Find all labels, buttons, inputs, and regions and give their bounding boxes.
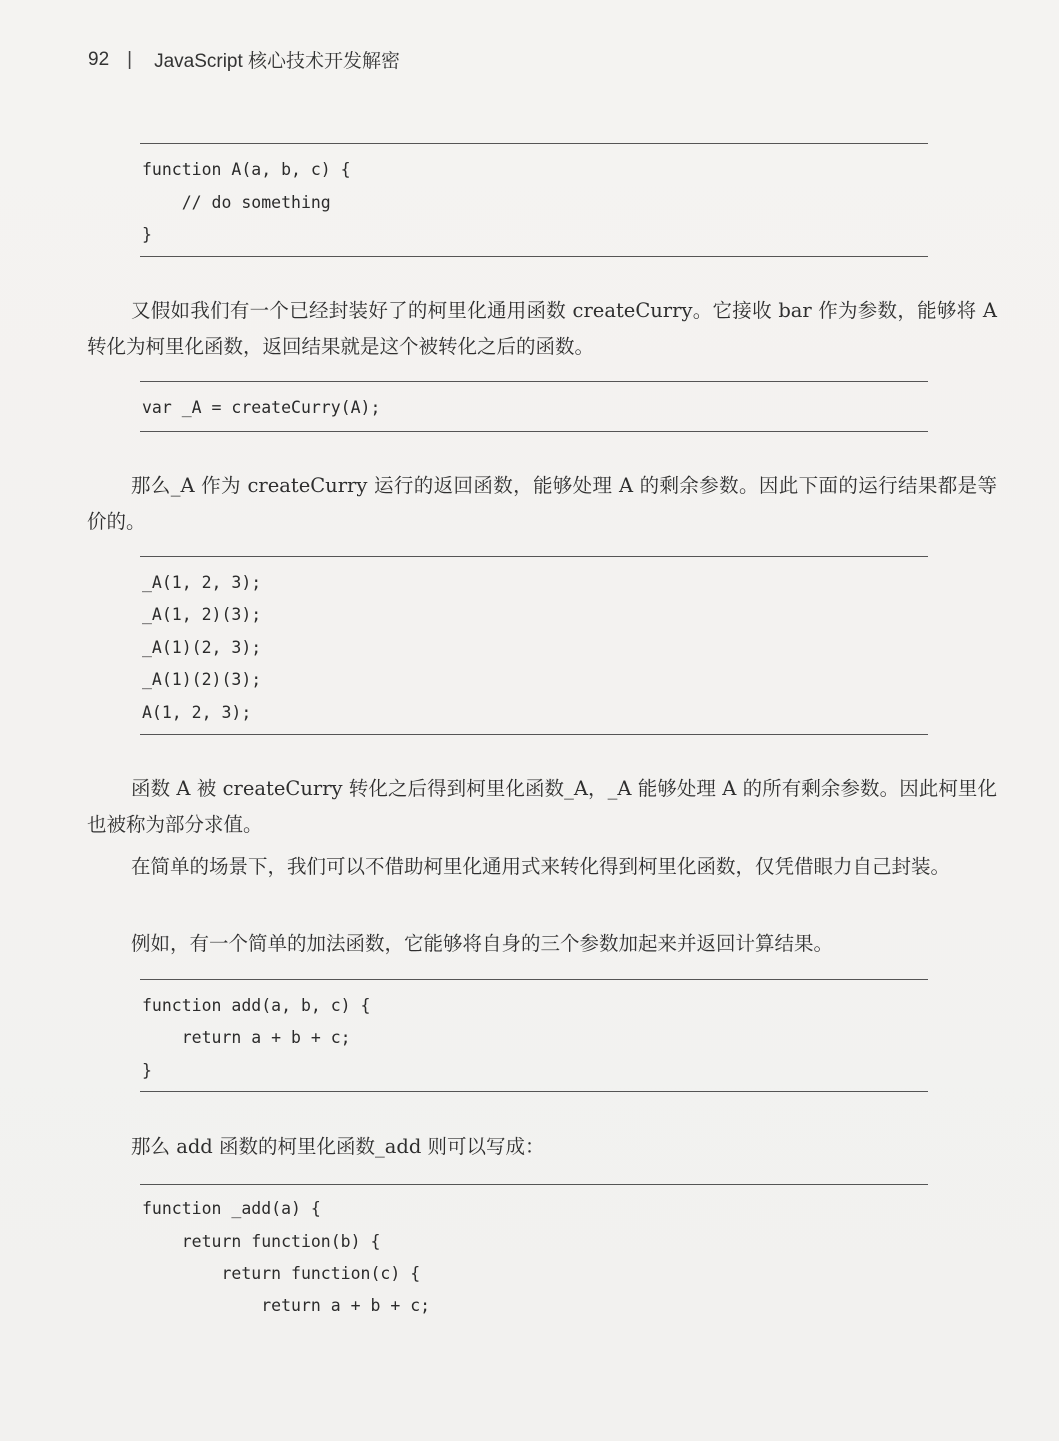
code-line: function A(a, b, c) { [142, 160, 351, 179]
code-line: _A(1, 2)(3); [142, 605, 262, 624]
code-line: return function(b) { [142, 1232, 381, 1251]
code-block-equivalent-calls [140, 556, 928, 735]
code-line: function add(a, b, c) { [142, 996, 371, 1015]
paragraph-create-curry: 又假如我们有一个已经封装好了的柯里化通用函数 createCurry。它接收 bar 作为参数，能够将 A 转化为柯里化函数，返回结果就是这个被转化之后的函数。 [87, 299, 997, 358]
paragraph-return-function: 那么_A 作为 createCurry 运行的返回函数，能够处理 A 的剩余参数。因此下面的运行结果都是等价的。 [87, 474, 997, 533]
paragraph-add-example: 例如，有一个简单的加法函数，它能够将自身的三个参数加起来并返回计算结果。 [131, 932, 834, 955]
code-line: _A(1)(2, 3); [142, 638, 262, 657]
code-line: return function(c) { [142, 1264, 421, 1283]
code-line: } [142, 225, 152, 244]
code-line: function _add(a) { [142, 1199, 321, 1218]
page-number: 92 [88, 48, 110, 70]
paragraph-partial-evaluation: 函数 A 被 createCurry 转化之后得到柯里化函数_A，_A 能够处理 A 的所有剩余参数。因此柯里化也被称为部分求值。 [87, 777, 997, 836]
code-line: _A(1, 2, 3); [142, 573, 262, 592]
code-block-add-function [140, 979, 928, 1092]
code-line: } [142, 1061, 152, 1080]
code-block-curried-add [140, 1184, 928, 1334]
code-line: // do something [142, 193, 331, 212]
code-block-create-curry [140, 381, 928, 432]
code-line: A(1, 2, 3); [142, 703, 252, 722]
code-line: return a + b + c; [142, 1296, 431, 1315]
paragraph-curried-add: 那么 add 函数的柯里化函数_add 则可以写成： [131, 1135, 545, 1158]
book-title: JavaScript 核心技术开发解密 [154, 51, 401, 72]
paragraph-simple-scenario: 在简单的场景下，我们可以不借助柯里化通用式来转化得到柯里化函数，仅凭借眼力自己封装。 [131, 855, 951, 878]
code-line: _A(1)(2)(3); [142, 670, 262, 689]
code-line: return a + b + c; [142, 1028, 351, 1047]
code-line: var _A = createCurry(A); [142, 398, 381, 417]
running-head [88, 46, 400, 73]
code-block-function-a [140, 143, 928, 257]
header-separator: | [127, 48, 133, 70]
